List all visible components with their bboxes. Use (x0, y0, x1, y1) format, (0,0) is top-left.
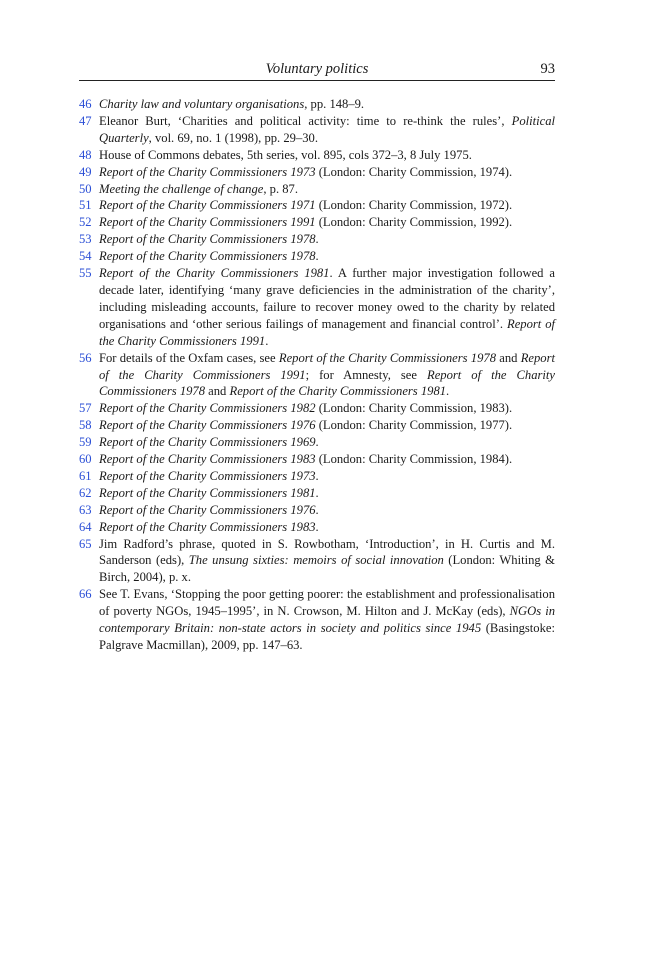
endnote-text (99, 452, 512, 466)
endnote-60 (79, 451, 555, 468)
endnote-text (99, 587, 555, 652)
endnote-number-link[interactable]: 59 (79, 435, 92, 450)
italic-title: Report of the Charity Commissioners 1978 (99, 232, 316, 247)
running-title: Voluntary politics (265, 61, 369, 77)
endnote-number-link[interactable]: 56 (79, 350, 92, 365)
endnote-number-link[interactable]: 54 (79, 249, 92, 264)
note-text-segment: (London: Charity Commission, 1972). (315, 198, 513, 213)
note-text-segment: . (315, 249, 319, 264)
endnote-number-link[interactable]: 47 (79, 113, 92, 128)
endnote-text (99, 249, 319, 263)
note-text-segment: (London: Charity Commission, 1984). (315, 452, 513, 467)
endnote-number-link[interactable]: 63 (79, 502, 92, 517)
italic-title: Report of the Charity Commissioners 1991 (99, 215, 316, 230)
note-text-segment: . (265, 333, 269, 348)
note-text-segment: , pp. 148–9. (304, 97, 365, 111)
italic-title: Report of the Charity Commissioners 1976 (99, 502, 316, 517)
endnote-number-link[interactable]: 60 (79, 452, 92, 467)
note-text-segment: (London: Charity Commission, 1992). (315, 215, 513, 230)
italic-title: Report of the Charity Commissioners 1971 (99, 198, 316, 213)
italic-title: Political Quarterly (99, 113, 555, 145)
endnote-text (99, 486, 319, 500)
note-text-segment: . (315, 519, 319, 534)
endnote-58 (79, 417, 555, 434)
endnote-49 (79, 164, 555, 181)
endnote-number-link[interactable]: 57 (79, 401, 92, 416)
note-text-segment: . (315, 485, 319, 500)
endnote-text (99, 232, 319, 246)
note-text-segment: (London: Whiting & Birch, 2004), p. x. (99, 553, 555, 585)
endnote-text (99, 401, 512, 415)
italic-title: Charity law and voluntary organisations (99, 97, 305, 111)
note-text-segment: . (446, 384, 450, 399)
endnote-text (99, 435, 319, 449)
note-text-segment: . (315, 468, 319, 483)
endnote-text (99, 198, 512, 212)
italic-title: Report of the Charity Commissioners 1969 (99, 435, 316, 450)
endnote-54 (79, 248, 555, 265)
italic-title: The unsung sixties: memoirs of social innovation (188, 553, 444, 568)
italic-title: Report of the Charity Commissioners 1978 (99, 367, 555, 399)
endnote-text (99, 148, 472, 162)
endnote-text (99, 469, 319, 483)
note-text-segment: , p. 87. (263, 181, 298, 196)
endnote-number-link[interactable]: 50 (79, 181, 92, 196)
endnote-59 (79, 434, 555, 451)
italic-title: Report of the Charity Commissioners 1981 (229, 384, 447, 399)
endnote-61 (79, 468, 555, 485)
endnote-text (99, 215, 512, 229)
endnote-text (99, 182, 298, 196)
note-text-segment: and (205, 384, 230, 399)
page-number: 93 (540, 61, 555, 77)
note-text-segment: (London: Charity Commission, 1974). (315, 164, 513, 179)
endnote-text (99, 537, 555, 585)
endnote-number-link[interactable]: 51 (79, 198, 92, 213)
endnote-number-link[interactable]: 46 (79, 97, 92, 111)
endnote-text (99, 351, 555, 399)
endnote-47 (79, 113, 555, 147)
endnote-53 (79, 231, 555, 248)
italic-title: Report of the Charity Commissioners 1991 (99, 350, 555, 382)
italic-title: Report of the Charity Commissioners 1978 (99, 249, 316, 264)
endnote-52 (79, 214, 555, 231)
endnote-57 (79, 400, 555, 417)
note-text-segment: Jim Radford’s phrase, quoted in S. Rowbotham, ‘Introduction’, in H. Curtis and M. Sanderson (eds), (99, 536, 555, 568)
endnote-number-link[interactable]: 48 (79, 147, 92, 162)
endnote-text (99, 114, 555, 145)
note-text-segment: and (496, 350, 521, 365)
italic-title: Report of the Charity Commissioners 1983 (99, 452, 316, 467)
note-text-segment: (London: Charity Commission, 1983). (315, 401, 513, 416)
endnote-number-link[interactable]: 65 (79, 536, 92, 551)
note-text-segment: House of Commons debates, 5th series, vol. 895, cols 372–3, 8 July 1975. (99, 147, 472, 162)
italic-title: Report of the Charity Commissioners 1981 (99, 485, 316, 500)
endnote-text (99, 266, 555, 348)
note-text-segment: , vol. 69, no. 1 (1998), pp. 29–30. (148, 130, 318, 145)
endnote-51 (79, 197, 555, 214)
note-text-segment: See T. Evans, ‘Stopping the poor getting poorer: the establishment and professionalisation of poverty NGOs, 1945–1995’, in N. Crowson, M. Hilton and J. McKay (eds), (99, 587, 555, 619)
endnote-number-link[interactable]: 61 (79, 468, 92, 483)
note-text-segment: . A further major investigation followed a decade later, identifying ‘many grave deficiencies in the administration of the charity’, including misleading accounts, failure to recover money owed to the charity by related organisations and ‘other serious failings of management and financial control’. (99, 266, 555, 331)
endnote-number-link[interactable]: 53 (79, 232, 92, 247)
italic-title: Report of the Charity Commissioners 1991 (99, 316, 555, 348)
italic-title: Report of the Charity Commissioners 1976 (99, 418, 316, 433)
endnote-46 (79, 96, 555, 113)
endnote-text (99, 165, 512, 179)
endnote-text (99, 97, 364, 111)
endnote-number-link[interactable]: 62 (79, 485, 92, 500)
endnote-number-link[interactable]: 55 (79, 266, 92, 281)
italic-title: Report of the Charity Commissioners 1982 (99, 401, 316, 416)
endnote-number-link[interactable]: 52 (79, 215, 92, 230)
endnote-text (99, 520, 319, 534)
endnote-text (99, 418, 512, 432)
italic-title: Report of the Charity Commissioners 1978 (278, 350, 496, 365)
endnote-text (99, 503, 319, 517)
italic-title: Meeting the challenge of change (99, 181, 264, 196)
italic-title: Report of the Charity Commissioners 1981 (99, 266, 330, 281)
endnote-66 (79, 586, 555, 654)
italic-title: Report of the Charity Commissioners 1973 (99, 468, 316, 483)
note-text-segment: (Basingstoke: Palgrave Macmillan), 2009, pp. 147–63. (99, 621, 555, 652)
note-text-segment: . (315, 435, 319, 450)
italic-title: Report of the Charity Commissioners 1983 (99, 519, 316, 534)
running-header (79, 58, 555, 81)
endnote-50 (79, 181, 555, 198)
endnotes-list (79, 96, 555, 654)
endnote-63 (79, 502, 555, 519)
note-text-segment: ; for Amnesty, see (305, 367, 428, 382)
endnote-65 (79, 536, 555, 587)
italic-title: NGOs in contemporary Britain: non-state actors in society and politics since 1945 (99, 604, 556, 636)
endnote-number-link[interactable]: 58 (79, 418, 92, 433)
note-text-segment: (London: Charity Commission, 1977). (315, 418, 513, 433)
endnote-48 (79, 147, 555, 164)
endnote-55 (79, 265, 555, 350)
note-text-segment: . (315, 232, 319, 247)
endnote-number-link[interactable]: 66 (79, 587, 92, 602)
endnote-64 (79, 519, 555, 536)
note-text-segment: For details of the Oxfam cases, see (99, 350, 279, 365)
note-text-segment: . (315, 502, 319, 517)
endnote-number-link[interactable]: 49 (79, 164, 92, 179)
italic-title: Report of the Charity Commissioners 1973 (99, 164, 316, 179)
endnote-56 (79, 350, 555, 401)
endnote-number-link[interactable]: 64 (79, 519, 92, 534)
note-text-segment: Eleanor Burt, ‘Charities and political activity: time to re-think the rules’, (99, 113, 512, 128)
endnote-62 (79, 485, 555, 502)
